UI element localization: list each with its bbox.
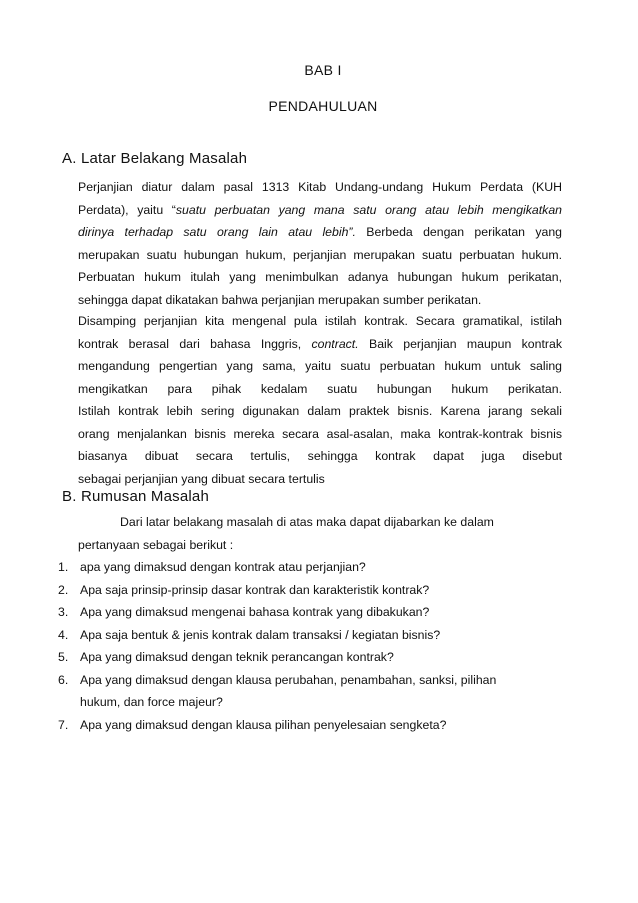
text-line: mengandung pengertian yang sama, yaitu suatu perbuatan hukum untuk saling <box>78 359 562 373</box>
list-number: 4. <box>58 627 69 642</box>
list-number: 5. <box>58 650 69 664</box>
text-run: Perdata), yaitu “ <box>78 202 176 217</box>
list-text-continuation: hukum, dan force majeur? <box>80 695 223 709</box>
list-text: Apa yang dimaksud dengan klausa perubahan, penambahan, sanksi, pilihan <box>80 672 497 687</box>
text-run: Berbeda dengan perikatan yang <box>355 225 563 239</box>
text-line: merupakan suatu hubungan hukum, perjanjian merupakan suatu perbuatan hukum. <box>78 247 562 262</box>
text-line: Istilah kontrak lebih sering digunakan dalam praktek bisnis. Karena jarang sekali <box>78 404 562 418</box>
text-line: mengikatkan para pihak kedalam suatu hubungan hukum perikatan. <box>78 381 562 396</box>
text-line: orang menjalankan bisnis mereka secara asal-asalan, maka kontrak-kontrak bisnis <box>78 426 562 441</box>
text-line <box>78 199 562 222</box>
quoted-definition-end: dirinya terhadap satu orang lain atau lebih”. <box>78 225 356 239</box>
question-list <box>58 556 558 736</box>
list-item <box>58 669 558 714</box>
section-a-heading: A. Latar Belakang Masalah <box>62 150 248 167</box>
chapter-title: PENDAHULUAN <box>268 98 378 114</box>
quoted-definition: suatu perbuatan yang mana satu orang atau lebih mengikatkan <box>175 202 562 217</box>
english-term: contract. <box>311 336 359 351</box>
list-text: Apa yang dimaksud dengan teknik perancangan kontrak? <box>80 650 394 664</box>
list-text: Apa yang dimaksud mengenai bahasa kontrak yang dibakukan? <box>80 605 430 619</box>
chapter-number: BAB I <box>304 62 342 78</box>
text-line <box>78 333 562 356</box>
text-line: sebagai perjanjian yang dibuat secara tertulis <box>78 471 325 486</box>
list-text: Apa saja prinsip-prinsip dasar kontrak dan karakteristik kontrak? <box>80 582 430 597</box>
text-line: Dari latar belakang masalah di atas maka dapat dijabarkan ke dalam <box>120 515 494 529</box>
text-line: Perbuatan hukum itulah yang menimbulkan adanya hubungan hukum perikatan, <box>78 270 562 284</box>
background-paragraph-2 <box>78 310 562 490</box>
text-line <box>78 221 562 244</box>
list-item <box>58 601 558 624</box>
list-text: Apa saja bentuk & jenis kontrak dalam transaksi / kegiatan bisnis? <box>80 627 441 642</box>
section-b-heading: B. Rumusan Masalah <box>62 488 210 505</box>
text-run: Baik perjanjian maupun kontrak <box>358 336 562 351</box>
problem-intro <box>78 511 562 556</box>
list-number: 1. <box>58 560 69 574</box>
list-number: 2. <box>58 582 69 597</box>
list-item <box>58 714 558 737</box>
text-line: Disamping perjanjian kita mengenal pula istilah kontrak. Secara gramatikal, istilah <box>78 314 562 328</box>
text-line: biasanya dibuat secara tertulis, sehingga kontrak dapat juga disebut <box>78 449 562 463</box>
list-number: 3. <box>58 605 69 619</box>
list-item <box>58 556 558 579</box>
text-line: sehingga dapat dikatakan bahwa perjanjian merupakan sumber perikatan. <box>78 292 482 307</box>
text-line: Perjanjian diatur dalam pasal 1313 Kitab Undang-undang Hukum Perdata (KUH <box>78 180 562 194</box>
list-text: Apa yang dimaksud dengan klausa pilihan penyelesaian sengketa? <box>80 717 447 732</box>
list-item <box>58 624 558 647</box>
list-text: apa yang dimaksud dengan kontrak atau perjanjian? <box>80 560 366 574</box>
list-number: 6. <box>58 672 69 687</box>
text-line: pertanyaan sebagai berikut : <box>78 537 234 552</box>
list-item <box>58 646 558 669</box>
background-paragraph-1 <box>78 176 562 311</box>
text-run: kontrak berasal dari bahasa Inggris, <box>78 336 312 351</box>
list-item <box>58 579 558 602</box>
list-number: 7. <box>58 717 69 732</box>
